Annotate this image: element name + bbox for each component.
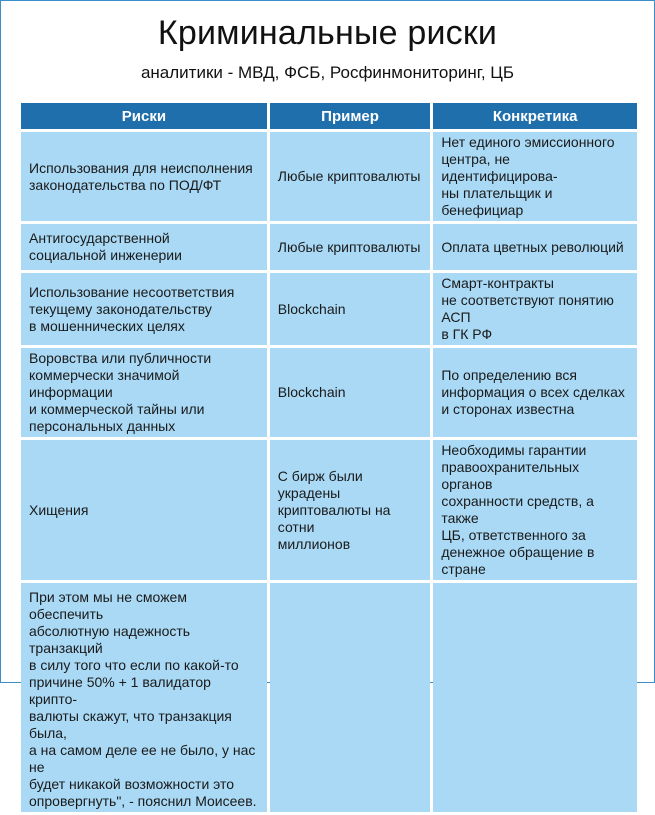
cell-risk: Антигосударственной социальной инженерии: [21, 224, 267, 270]
cell-example: Любые криптовалюты: [270, 132, 431, 221]
table-row: [21, 348, 637, 437]
cell-details: Оплата цветных революций: [433, 224, 637, 270]
cell-details: По определению вся информация о всех сделках и сторонах известна: [433, 348, 637, 437]
cell-example: Blockchain: [270, 348, 431, 437]
risks-table: [18, 100, 640, 815]
table-row: [21, 224, 637, 270]
cell-details: Необходимы гарантии правоохранительных органов сохранности средств, а также ЦБ, ответственного за денежное обращение в стране: [433, 440, 637, 580]
table-row: [21, 440, 637, 580]
cell-example: Любые криптовалюты: [270, 224, 431, 270]
page-title: Криминальные риски: [157, 14, 498, 52]
cell-example: Blockchain: [270, 273, 431, 345]
table-header-row: [21, 103, 637, 129]
cell-risk: Использования для неисполнения законодательства по ПОД/ФТ: [21, 132, 267, 221]
table-row: [21, 273, 637, 345]
page-subtitle: аналитики - МВД, ФСБ, Росфинмониторинг, ЦБ: [140, 63, 515, 82]
header-details: Конкретика: [433, 103, 637, 129]
header-example: Пример: [270, 103, 431, 129]
cell-details: Нет единого эмиссионного центра, не идентифицирова- ны плательщик и бенефициар: [433, 132, 637, 221]
cell-details: Смарт-контракты не соответствуют понятию АСП в ГК РФ: [433, 273, 637, 345]
table-row: [21, 132, 637, 221]
cell-risk: Воровства или публичности коммерчески значимой информации и коммерческой тайны или персональных данных: [21, 348, 267, 437]
table-row: [21, 583, 637, 812]
header-risks: Риски: [21, 103, 267, 129]
cell-risk: Использование несоответствия текущему законодательству в мошеннических целях: [21, 273, 267, 345]
cell-quote: При этом мы не сможем обеспечить абсолютную надежность транзакций в силу того что если по какой-то причине 50% + 1 валидатор крипто- валюты скажут, что транзакция была, а на самом деле ее не было, у нас не будет никакой возможности это опровергнуть", - пояснил Моисеев.: [21, 583, 267, 812]
cell-example: С бирж были украдены криптовалюты на сотни миллионов: [270, 440, 431, 580]
cell-empty: [433, 583, 637, 812]
cell-empty: [270, 583, 431, 812]
cell-risk: Хищения: [21, 440, 267, 580]
